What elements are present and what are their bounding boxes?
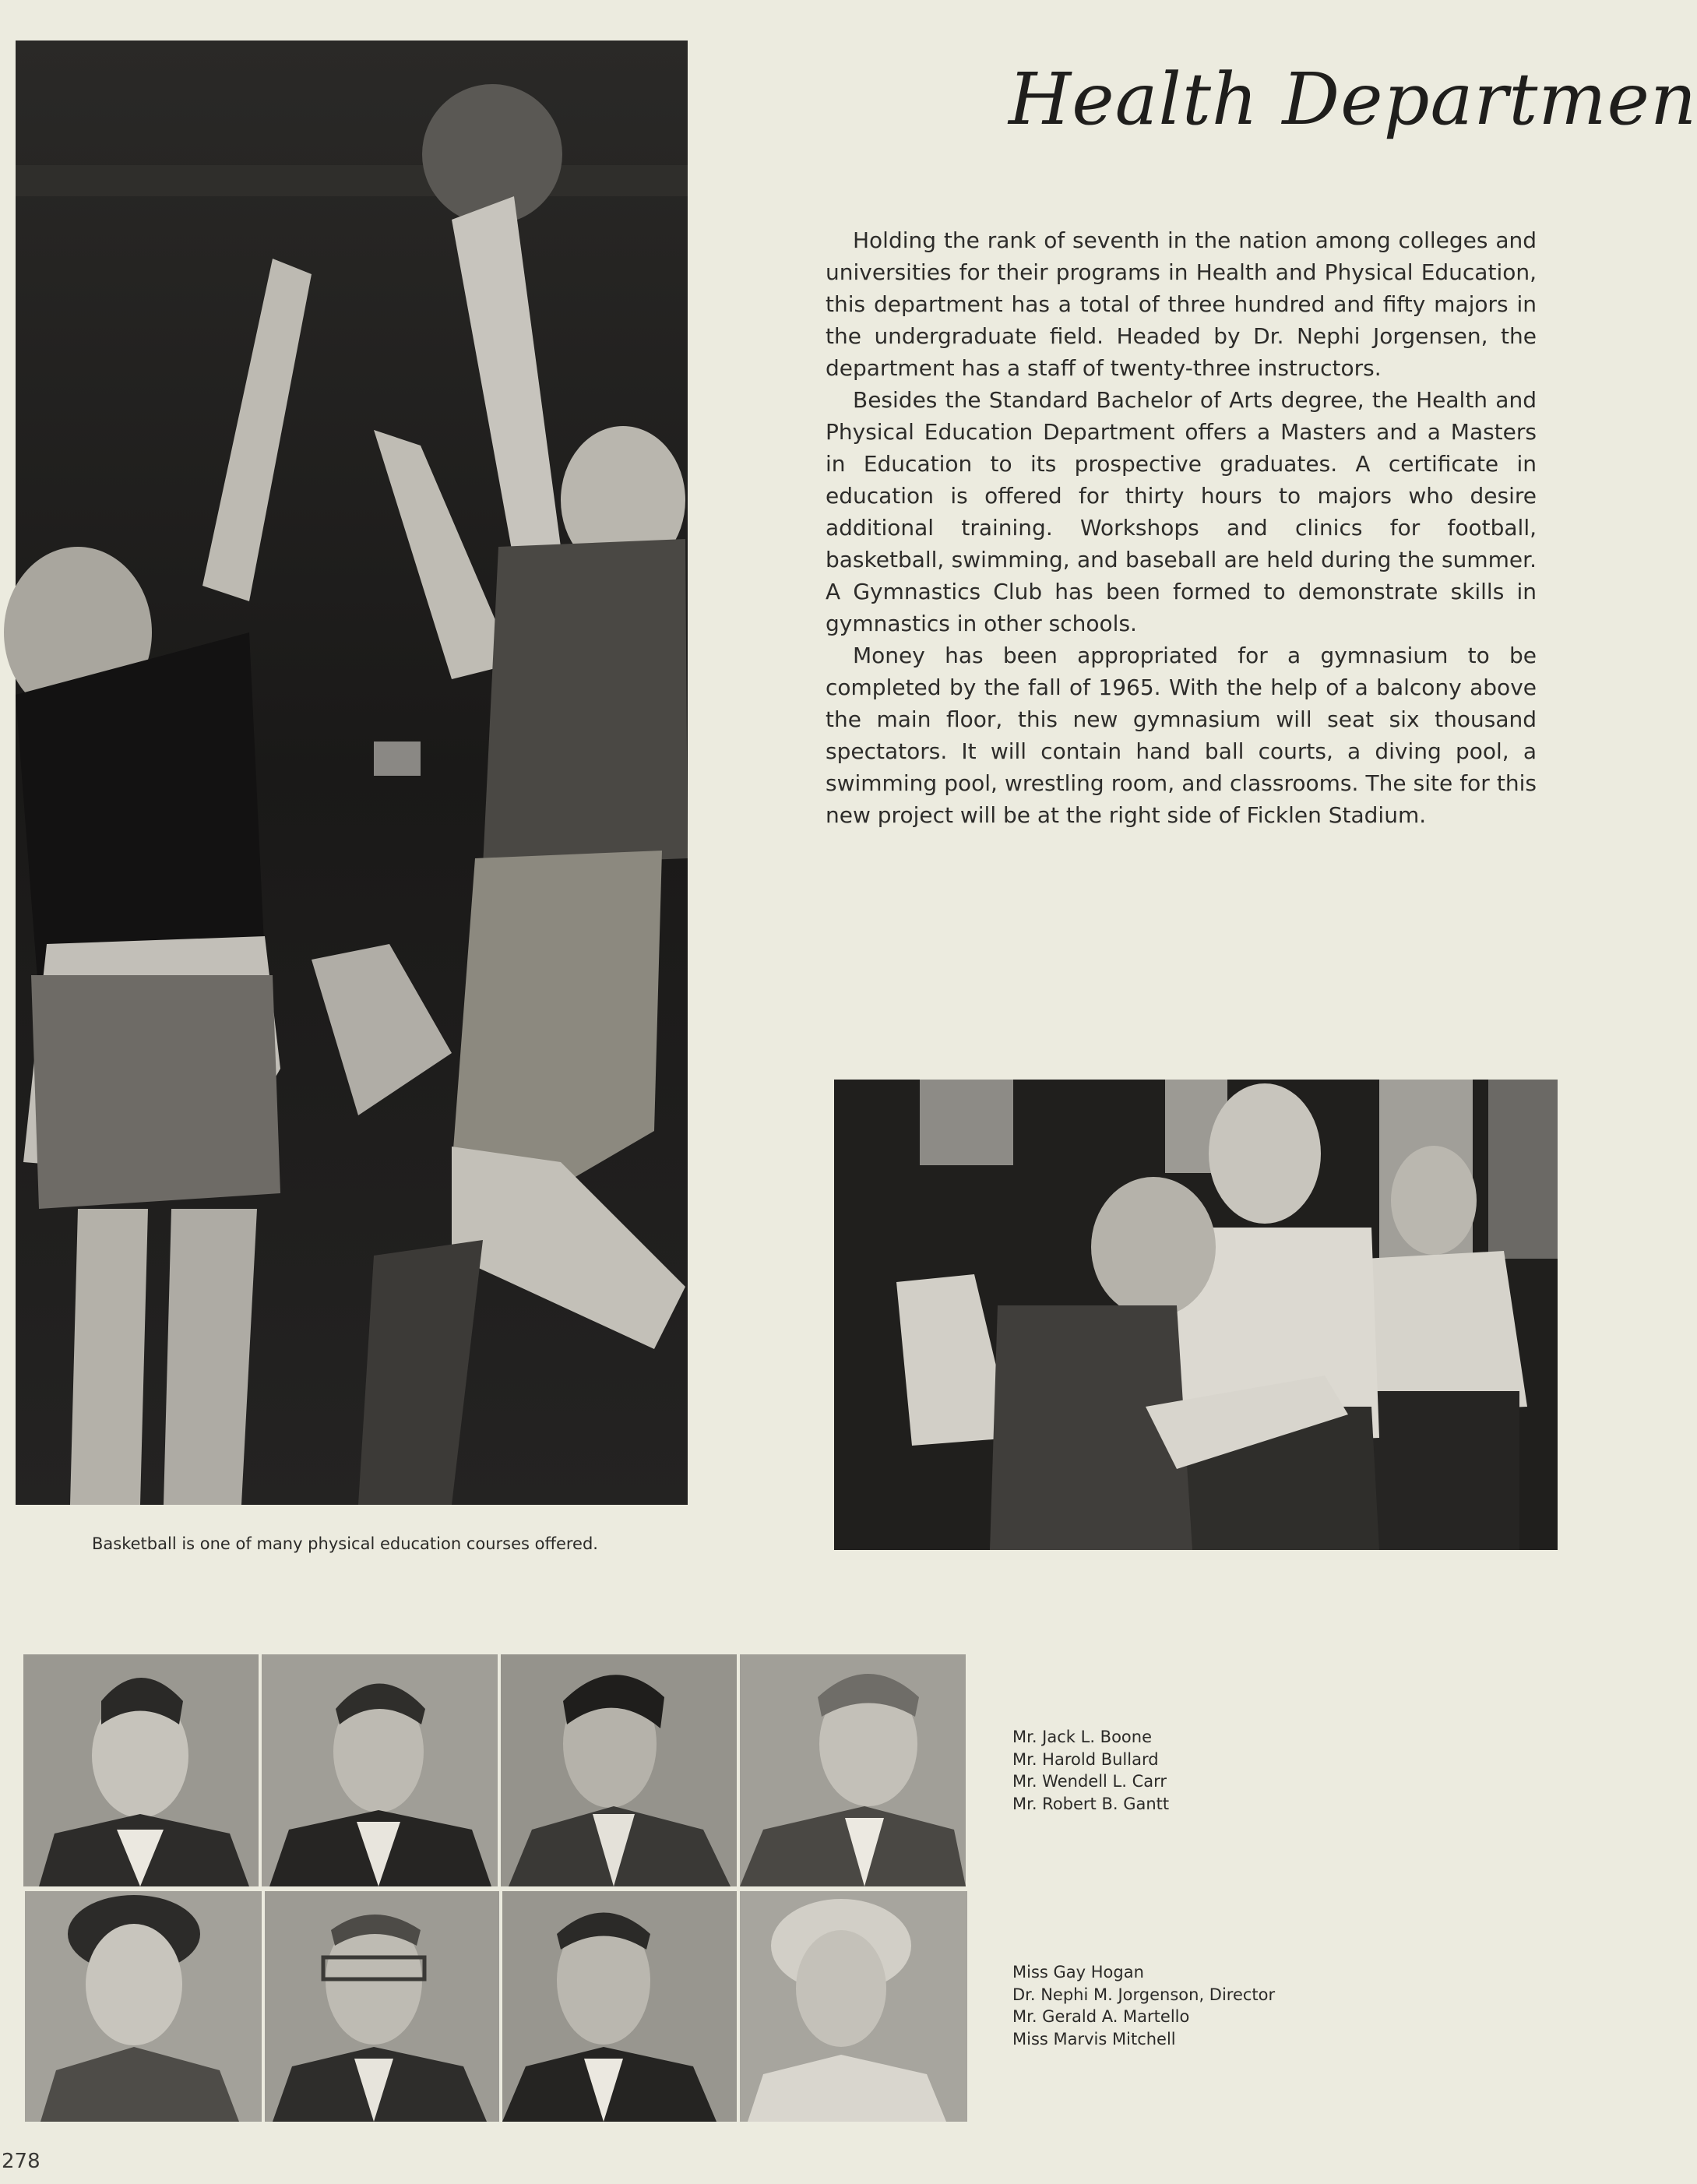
portrait-martello — [502, 1891, 737, 2122]
portrait-boone — [23, 1654, 259, 1886]
faculty-name: Dr. Nephi M. Jorgenson, Director — [1012, 1985, 1276, 2004]
portrait-image — [262, 1654, 498, 1886]
basketball-photo-image — [16, 41, 688, 1505]
portrait-image — [740, 1891, 967, 2122]
faculty-name: Mr. Wendell L. Carr — [1012, 1772, 1167, 1791]
portrait-image — [25, 1891, 262, 2122]
portrait-bullard — [262, 1654, 498, 1886]
portrait-carr — [501, 1654, 737, 1886]
faculty-names-top — [1012, 1726, 1169, 1815]
portrait-hogan — [25, 1891, 262, 2122]
paragraph-2: Besides the Standard Bachelor of Arts degree, the Health and Physical Education Department offers a Masters and a Masters in Education to its prospective graduates. A certificate in education is offered for thirty hours to majors who desire additional training. Workshops and clinics for football, basketball, swimming, and baseball are held during the summer. A Gymnastics Club has been formed to demonstrate skills in gymnastics in other schools. — [826, 387, 1537, 636]
portrait-image — [740, 1654, 966, 1886]
students-photo-image — [834, 1080, 1558, 1550]
portrait-image — [265, 1891, 499, 2122]
faculty-name: Miss Gay Hogan — [1012, 1963, 1144, 1981]
paragraph-3: Money has been appropriated for a gymnasium to be completed by the fall of 1965. With the help of a balcony above the main floor, this new gymnasium will seat six thousand spectators. It will contain hand ball courts, a diving pool, a swimming pool, wrestling room, and classrooms. The site for this new project will be at the right side of Ficklen Stadium. — [826, 643, 1537, 828]
portrait-jorgenson — [265, 1891, 499, 2122]
faculty-names-bottom — [1012, 1961, 1275, 2050]
portrait-gantt — [740, 1654, 966, 1886]
photo-caption: Basketball is one of many physical education courses offered. — [92, 1534, 598, 1553]
portrait-mitchell — [740, 1891, 967, 2122]
faculty-name: Miss Marvis Mitchell — [1012, 2029, 1176, 2048]
portrait-image — [23, 1654, 259, 1886]
paragraph-1: Holding the rank of seventh in the nation among colleges and universities for their programs in Health and Physical Education, this department has a total of three hundred and fifty majors in the undergraduate field. Headed by Dr. Nephi Jorgensen, the department has a staff of twenty-three instructors. — [826, 227, 1537, 381]
portrait-image — [502, 1891, 737, 2122]
page-number: 278 — [2, 2150, 40, 2173]
faculty-name: Mr. Harold Bullard — [1012, 1749, 1159, 1769]
page-title: Health Departmen — [1009, 58, 1697, 141]
faculty-name: Mr. Jack L. Boone — [1012, 1728, 1153, 1746]
faculty-name: Mr. Gerald A. Martello — [1012, 2007, 1190, 2026]
students-photo — [834, 1080, 1558, 1550]
basketball-photo — [16, 41, 688, 1505]
article-body — [826, 224, 1537, 831]
portrait-image — [501, 1654, 737, 1886]
faculty-name: Mr. Robert B. Gantt — [1012, 1794, 1170, 1813]
